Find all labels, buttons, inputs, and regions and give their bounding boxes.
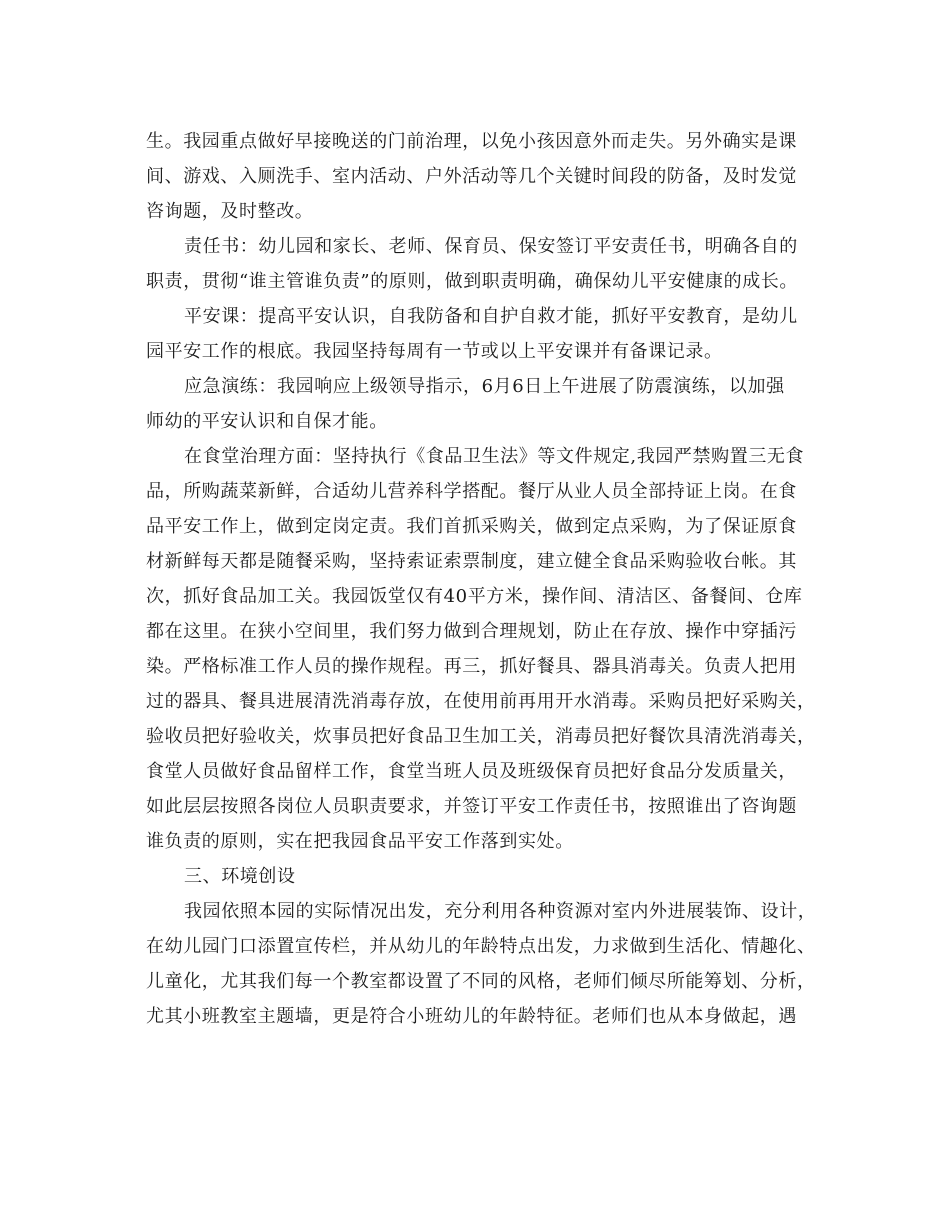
text-line: 师幼的平安认识和自保才能。 — [146, 411, 388, 432]
text-line: 职责，贯彻“谁主管谁负责”的原则，做到职责明确，确保幼儿平安健康的成长。 — [146, 271, 799, 292]
text-line: 在幼儿园门口添置宣传栏，并从幼儿的年龄特点出发，力求做到生活化、情趣化、 — [146, 936, 816, 957]
text-line: 都在这里。在狭小空间里，我们努力做到合理规划，防止在存放、操作中穿插污 — [146, 621, 797, 642]
text-line: 平安课：提高平安认识，自我防备和自护自救才能，抓好平安教育，是幼儿 — [184, 306, 798, 327]
text-line: 过的器具、餐具进展清洗消毒存放，在使用前再用开水消毒。采购员把好采购关， — [146, 691, 816, 712]
text-line: 责任书：幼儿园和家长、老师、保育员、保安签订平安责任书，明确各自的 — [184, 236, 798, 257]
text-line: 在食堂治理方面：坚持执行《食品卫生法》等文件规定,我园严禁购置三无食 — [184, 446, 805, 467]
text-line: 间、游戏、入厕洗手、室内活动、户外活动等几个关键时间段的防备，及时发觉 — [146, 166, 797, 187]
document-body — [146, 124, 817, 1034]
text-line: 如此层层按照各岗位人员职责要求，并签订平安工作责任书，按照谁出了咨询题 — [146, 796, 797, 817]
text-line: 食堂人员做好食品留样工作，食堂当班人员及班级保育员把好食品分发质量关， — [146, 761, 797, 782]
text-line: 品，所购蔬菜新鲜，合适幼儿营养科学搭配。餐厅从业人员全部持证上岗。在食 — [146, 481, 797, 502]
text-line: 验收员把好验收关，炊事员把好食品卫生加工关，消毒员把好餐饮具清洗消毒关， — [146, 726, 816, 747]
text-line: 品平安工作上，做到定岗定责。我们首抓采购关，做到定点采购，为了保证原食 — [146, 516, 797, 537]
text-line: 我园依照本园的实际情况出发，充分利用各种资源对室内外进展装饰、设计， — [184, 901, 817, 922]
text-line: 谁负责的原则，实在把我园食品平安工作落到实处。 — [146, 831, 574, 852]
text-line: 生。我园重点做好早接晚送的门前治理，以免小孩因意外而走失。另外确实是课 — [146, 131, 797, 152]
text-line: 材新鲜每天都是随餐采购，坚持索证索票制度，建立健全食品采购验收台帐。其 — [146, 551, 797, 572]
text-line: 尤其小班教室主题墙，更是符合小班幼儿的年龄特征。老师们也从本身做起，遇 — [146, 1006, 797, 1027]
text-line: 儿童化，尤其我们每一个教室都设置了不同的风格，老师们倾尽所能筹划、分析， — [146, 971, 816, 992]
text-line: 染。严格标准工作人员的操作规程。再三，抓好餐具、器具消毒关。负责人把用 — [146, 656, 797, 677]
text-line: 三、环境创设 — [184, 866, 296, 887]
text-line: 咨询题，及时整改。 — [146, 201, 314, 222]
text-line: 应急演练：我园响应上级领导指示，6月6日上午进展了防震演练，以加强 — [184, 376, 785, 397]
text-line: 次，抓好食品加工关。我园饭堂仅有40平方米，操作间、清洁区、备餐间、仓库 — [146, 586, 803, 607]
text-line: 园平安工作的根底。我园坚持每周有一节或以上平安课并有备课记录。 — [146, 341, 723, 362]
